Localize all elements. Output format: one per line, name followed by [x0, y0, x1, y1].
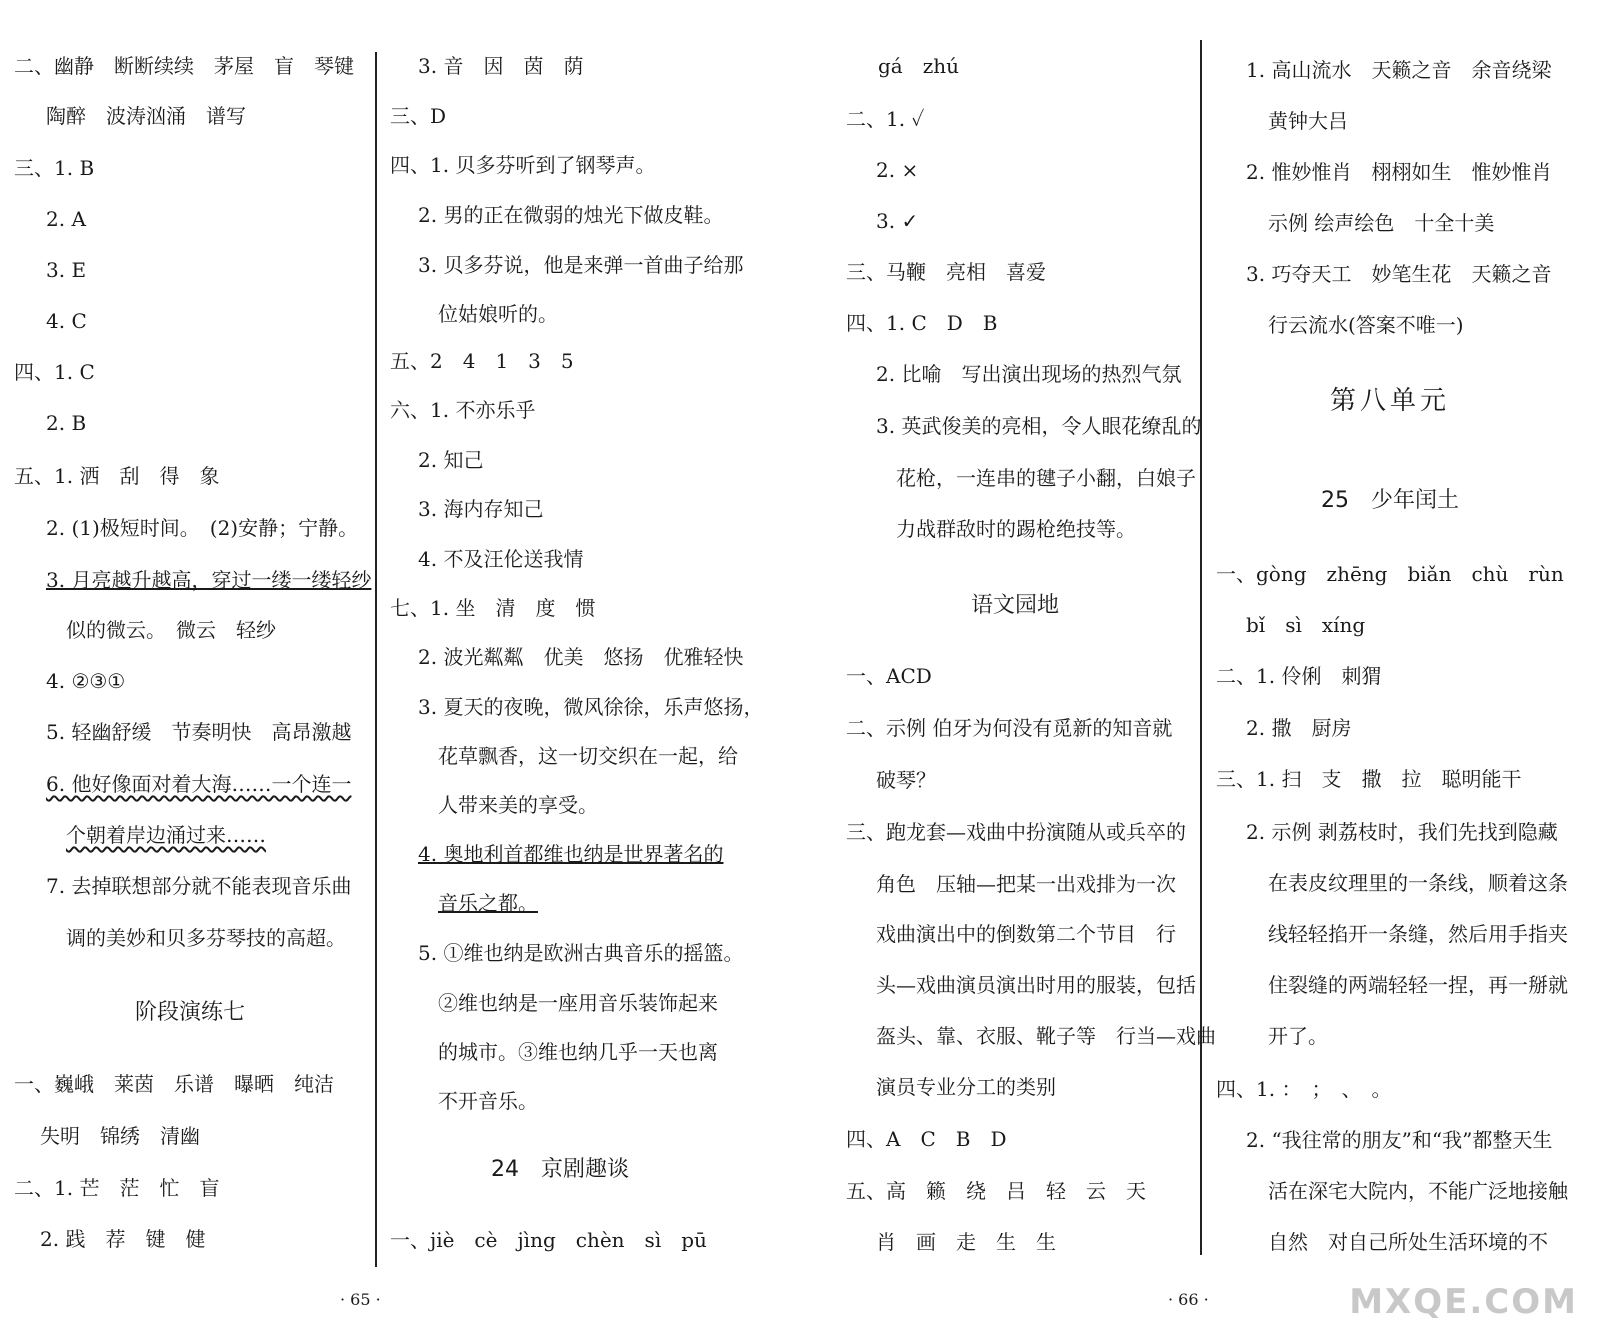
- answer-line: 3. 夏天的夜晚，微风徐徐，乐声悠扬，: [418, 695, 764, 719]
- answer-line: 二、示例 伯牙为何没有觅新的知音就: [846, 716, 1173, 740]
- answer-line: 1. 高山流水 天籁之音 余音绕梁: [1246, 58, 1552, 82]
- answer-line: 4. 不及汪伦送我情: [418, 547, 584, 571]
- answer-line: 的城市。③维也纳几乎一天也离: [438, 1040, 718, 1064]
- answer-line: 力战群敌时的踢枪绝技等。: [896, 517, 1136, 541]
- answer-line: 3. 音 因 茵 荫: [418, 54, 584, 78]
- answer-line: 四、1. C D B: [846, 311, 998, 335]
- page-number-right: · 66 ·: [1168, 1290, 1209, 1309]
- answer-line: 花枪，一连串的毽子小翻，白娘子: [896, 466, 1196, 490]
- answer-line: 住裂缝的两端轻轻一捏，再一掰就: [1268, 973, 1568, 997]
- answer-line: 2. 撒 厨房: [1246, 716, 1352, 740]
- answer-line: 4. 奥地利首都维也纳是世界著名的: [418, 842, 724, 866]
- answer-line: 3. 月亮越升越高，穿过一缕一缕轻纱: [46, 568, 372, 592]
- answer-line: 2. (1)极短时间。 (2)安静；宁静。: [46, 516, 359, 540]
- answer-line: 三、D: [390, 104, 447, 128]
- answer-line: 2. 知己: [418, 448, 484, 472]
- answer-line: 4. C: [46, 309, 87, 333]
- answer-line: 不开音乐。: [438, 1089, 538, 1113]
- answer-line: 五、1. 洒 刮 得 象: [14, 464, 220, 488]
- answer-line: 3. ✓: [876, 209, 919, 233]
- answer-line: 2. B: [46, 411, 87, 435]
- answer-line: gá zhú: [878, 54, 960, 78]
- answer-line: 人带来美的享受。: [438, 793, 598, 817]
- answer-line: 肖 画 走 生 生: [876, 1230, 1056, 1254]
- answer-line: 2. ×: [876, 158, 919, 182]
- section-title: 阶段演练七: [134, 1000, 245, 1025]
- answer-line: 3. 巧夺天工 妙笔生花 天籁之音: [1246, 262, 1552, 286]
- answer-line: 3. 英武俊美的亮相，令人眼花缭乱的: [876, 414, 1202, 438]
- answer-line: 在表皮纹理里的一条线，顺着这条: [1268, 871, 1568, 895]
- answer-line: bǐ sì xíng: [1246, 613, 1366, 637]
- answer-line: 2. 波光粼粼 优美 悠扬 优雅轻快: [418, 645, 744, 669]
- answer-line: 2. 比喻 写出演出现场的热烈气氛: [876, 362, 1182, 386]
- answer-line: 四、A C B D: [846, 1127, 1007, 1151]
- answer-line: 黄钟大吕: [1268, 109, 1348, 133]
- lesson-title: 25 少年闰土: [1321, 488, 1459, 513]
- answer-line: 2. 示例 剥荔枝时，我们先找到隐藏: [1246, 820, 1558, 844]
- answer-line: 5. 轻幽舒缓 节奏明快 高昂激越: [46, 720, 352, 744]
- answer-line: 一、jiè cè jìng chèn sì pū: [390, 1228, 707, 1252]
- answer-line: 2. 男的正在微弱的烛光下做皮鞋。: [418, 203, 724, 227]
- answer-line: 行云流水(答案不唯一): [1268, 313, 1464, 337]
- answer-line: 陶醉 波涛汹涌 谱写: [46, 104, 246, 128]
- column-divider-left: [375, 52, 377, 1267]
- answer-line: 3. E: [46, 258, 87, 282]
- answer-line: 三、马鞭 亮相 喜爱: [846, 260, 1046, 284]
- answer-line: 演员专业分工的类别: [876, 1075, 1056, 1099]
- answer-line: 破琴？: [876, 768, 936, 792]
- column-divider-right: [1200, 40, 1202, 1255]
- answer-line: 2. “我往常的朋友”和“我”都整天生: [1246, 1128, 1553, 1152]
- answer-line: 6. 他好像面对着大海……一个连一: [46, 772, 352, 796]
- answer-line: 二、1. 芒 茫 忙 盲: [14, 1176, 220, 1200]
- answer-line: 调的美妙和贝多芬琴技的高超。: [66, 926, 346, 950]
- answer-line: 三、1. B: [14, 156, 95, 180]
- answer-line: 二、1. 伶俐 刺猬: [1216, 664, 1382, 688]
- watermark: MXQE.COM: [1349, 1282, 1578, 1322]
- answer-line: 3. 贝多芬说，他是来弹一首曲子给那: [418, 253, 744, 277]
- answer-line: 示例 绘声绘色 十全十美: [1268, 211, 1495, 235]
- answer-line: 戏曲演出中的倒数第二个节目 行: [876, 922, 1176, 946]
- answer-line: 似的微云。 微云 轻纱: [66, 618, 276, 642]
- answer-line: 5. ①维也纳是欧洲古典音乐的摇篮。: [418, 941, 744, 965]
- answer-line: 四、1. 贝多芬听到了钢琴声。: [390, 153, 656, 177]
- unit-title: 第八单元: [1329, 386, 1450, 416]
- answer-line: 活在深宅大院内，不能广泛地接触: [1268, 1179, 1568, 1203]
- answer-line: 个朝着岸边涌过来……: [66, 823, 266, 847]
- answer-line: 五、高 籁 绕 吕 轻 云 天: [846, 1179, 1146, 1203]
- section-title: 语文园地: [970, 593, 1059, 618]
- answer-line: 二、幽静 断断续续 茅屋 盲 琴键: [14, 54, 354, 78]
- answer-line: 七、1. 坐 清 度 惯: [390, 596, 596, 620]
- answer-line: 开了。: [1268, 1024, 1328, 1048]
- answer-line: ②维也纳是一座用音乐装饰起来: [438, 991, 718, 1015]
- answer-line: 2. 惟妙惟肖 栩栩如生 惟妙惟肖: [1246, 160, 1552, 184]
- answer-line: 线轻轻掐开一条缝，然后用手指夹: [1268, 922, 1568, 946]
- answer-line: 自然 对自己所处生活环境的不: [1268, 1230, 1548, 1254]
- answer-line: 2. A: [46, 207, 86, 231]
- answer-line: 盔头、靠、衣服、靴子等 行当—戏曲: [876, 1024, 1216, 1048]
- answer-line: 7. 去掉联想部分就不能表现音乐曲: [46, 874, 352, 898]
- answer-line: 四、1. ： ； 、 。: [1216, 1077, 1392, 1101]
- page-number-left: · 65 ·: [340, 1290, 381, 1309]
- answer-line: 3. 海内存知己: [418, 497, 544, 521]
- answer-line: 三、跑龙套—戏曲中扮演随从或兵卒的: [846, 820, 1186, 844]
- answer-line: 4. ②③①: [46, 669, 126, 693]
- answer-line: 六、1. 不亦乐乎: [390, 398, 536, 422]
- answer-line: 2. 践 荐 键 健: [40, 1227, 206, 1251]
- answer-line: 花草飘香，这一切交织在一起，给: [438, 744, 738, 768]
- answer-line: 失明 锦绣 清幽: [40, 1124, 200, 1148]
- answer-line: 角色 压轴—把某一出戏排为一次: [876, 872, 1176, 896]
- answer-line: 一、gòng zhēng biǎn chù rùn: [1216, 562, 1564, 586]
- answer-line: 三、1. 扫 支 撒 拉 聪明能干: [1216, 767, 1522, 791]
- answer-line: 音乐之都。: [438, 891, 538, 915]
- section-title: 24 京剧趣谈: [491, 1157, 629, 1182]
- answer-line: 二、1. ✓: [846, 107, 925, 131]
- answer-line: 一、巍峨 莱茵 乐谱 曝晒 纯洁: [14, 1072, 334, 1096]
- answer-line: 头—戏曲演员演出时用的服装，包括: [876, 973, 1196, 997]
- answer-line: 位姑娘听的。: [438, 302, 558, 326]
- answer-line: 四、1. C: [14, 360, 95, 384]
- answer-line: 一、ACD: [846, 664, 932, 688]
- answer-line: 五、2 4 1 3 5: [390, 349, 574, 373]
